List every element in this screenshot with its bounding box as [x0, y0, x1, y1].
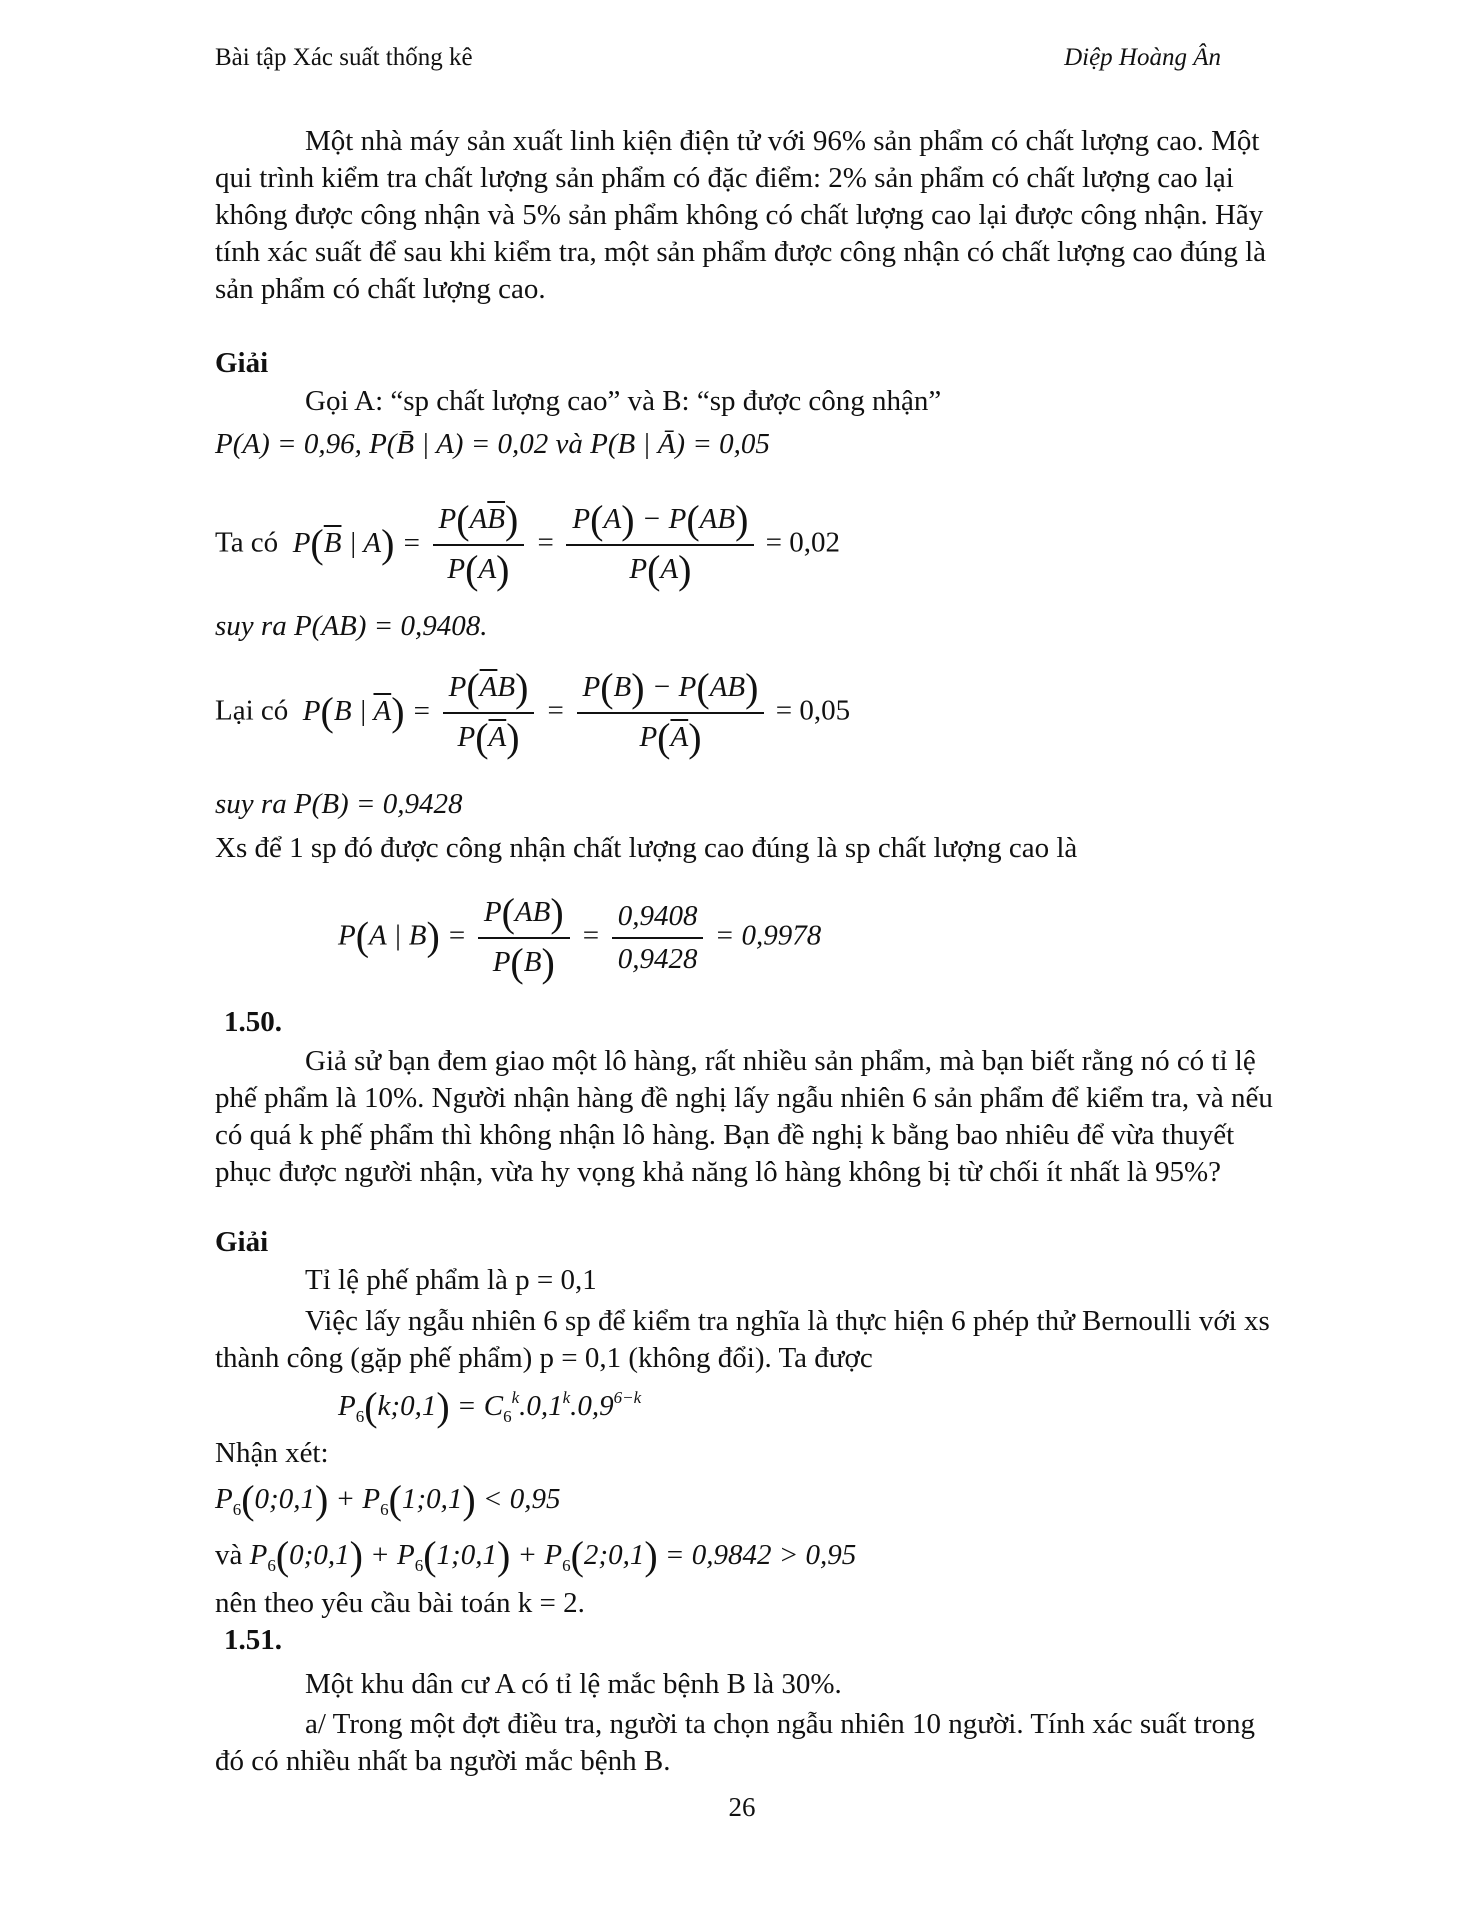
fraction-4: $\frac{P(B) - P(AB)}{P(\overline{A})}$ — [577, 668, 765, 758]
problem-151-part-a: a/ Trong một đợt điều tra, người ta chọn ngẫu nhiên 10 người. Tính xác suất trong đó có nhiều nhất ba người mắc bệnh B. — [215, 1708, 1256, 1777]
binomial-formula: $P_6(k;0,1) = C_6^k.0,1^k.0,9^{6-k}$ — [338, 1384, 642, 1429]
bayes-result: P(A | B) = $\frac{P(AB)}{P(B)}$ = $\frac{0,9408}{0,9428}$ = 0,9978 — [338, 890, 822, 985]
header-author: Diệp Hoàng Ân — [1064, 44, 1221, 71]
inequality-2: và $P_6(0;0,1)$ + $P_6(1;0,1)$ + $P_6(2;0,1) = 0,9842 > 0,95$ — [215, 1533, 857, 1578]
lhs-expression: $P(\overline{B}$ | A) = — [285, 520, 422, 566]
inequality-1: $P_6(0;0,1)$ + $P_6(1;0,1) < 0,95$ — [215, 1477, 561, 1522]
given-probabilities: P(A) = 0,96, P(B̄ | A) = 0,02 và P(B | Ā) = 0,05 — [215, 428, 770, 460]
equation-2-result: = 0,05 — [775, 694, 851, 727]
derived-p-ab: suy ra P(AB) = 0,9408. — [215, 610, 488, 642]
bayes-fraction: $\frac{P(AB)}{P(B)}$ — [478, 893, 570, 983]
bernoulli-text: Việc lấy ngẫu nhiên 6 sp để kiểm tra nghĩa là thực hiện 6 phép thử Bernoulli với xs thành công (gặp phế phẩm) p = 0,1 (không đổi). Ta được — [215, 1305, 1270, 1374]
page-number: 26 — [728, 1792, 756, 1822]
fraction-2: $\frac{P(A) - P(AB)}{P(A)}$ — [566, 500, 754, 590]
conclusion-text: Xs để 1 sp đó được công nhận chất lượng cao đúng là sp chất lượng cao là — [215, 832, 1078, 864]
header-title: Bài tập Xác suất thống kê — [215, 44, 473, 71]
problem-statement: Một nhà máy sản xuất linh kiện điện tử với 96% sản phẩm có chất lượng cao. Một qui trình kiểm tra chất lượng sản phẩm có đặc điểm: 2% sản phẩm có chất lượng cao lại không được công nhận và 5% sản phẩm không có chất lượng cao lại được công nhận. Hãy tính xác suất để sau khi kiểm tra, một sản phẩm được công nhận có chất lượng cao đúng là sản phẩm có chất lượng cao. — [215, 125, 1267, 305]
problem-number-150: 1.50. — [224, 1006, 282, 1038]
defect-rate-line: Tỉ lệ phế phẩm là p = 0,1 — [305, 1264, 597, 1296]
solution-label-150: Giải — [215, 1226, 269, 1258]
ta-co-label: Ta có — [215, 526, 279, 559]
problem-151-intro: Một khu dân cư A có tỉ lệ mắc bệnh B là 30%. — [305, 1668, 842, 1700]
problem-number-151: 1.51. — [224, 1624, 282, 1656]
lai-co-label: Lại có — [215, 694, 289, 727]
equation-1-result: = 0,02 — [765, 526, 841, 559]
conclusion-150: nên theo yêu cầu bài toán k = 2. — [215, 1587, 585, 1619]
remark-label: Nhận xét: — [215, 1437, 329, 1469]
final-result: = 0,9978 — [714, 919, 822, 952]
solution-label: Giải — [215, 347, 269, 379]
event-definitions: Gọi A: “sp chất lượng cao” và B: “sp được công nhận” — [305, 385, 942, 417]
numeric-fraction: $\frac{0,9408}{0,9428}$ — [612, 900, 704, 976]
fraction-1: $\frac{P(A\overline{B})}{P(A)}$ — [433, 500, 525, 590]
lhs-expression-2: P(B | $\overline{A}$) = — [295, 688, 432, 734]
problem-150-statement: Giả sử bạn đem giao một lô hàng, rất nhiều sản phẩm, mà bạn biết rằng nó có tỉ lệ phế phẩm là 10%. Người nhận hàng đề nghị lấy ngẫu nhiên 6 sản phẩm để kiểm tra, và nếu có quá k phế phẩm thì không nhận lô hàng. Bạn đề nghị k bằng bao nhiêu để vừa thuyết phục được người nhận, vừa hy vọng khả năng lô hàng không bị từ chối ít nhất là 95%? — [215, 1045, 1273, 1188]
fraction-3: $\frac{P(\overline{A}B)}{P(\overline{A})}$ — [443, 668, 535, 758]
equation-conditional-1: Ta có $P(\overline{B}$ | A) = $\frac{P(A\overline{B})}{P(A)}$ = $\frac{P(A) - P(AB)}{P(A)}$ = 0,02 — [215, 497, 841, 592]
derived-p-b: suy ra P(B) = 0,9428 — [215, 788, 463, 820]
equation-conditional-2: Lại có P(B | $\overline{A}$) = $\frac{P(\overline{A}B)}{P(\overline{A})}$ = $\frac{P(B) - P(AB)}{P(\overline{A})}$ = 0,05 — [215, 665, 851, 760]
